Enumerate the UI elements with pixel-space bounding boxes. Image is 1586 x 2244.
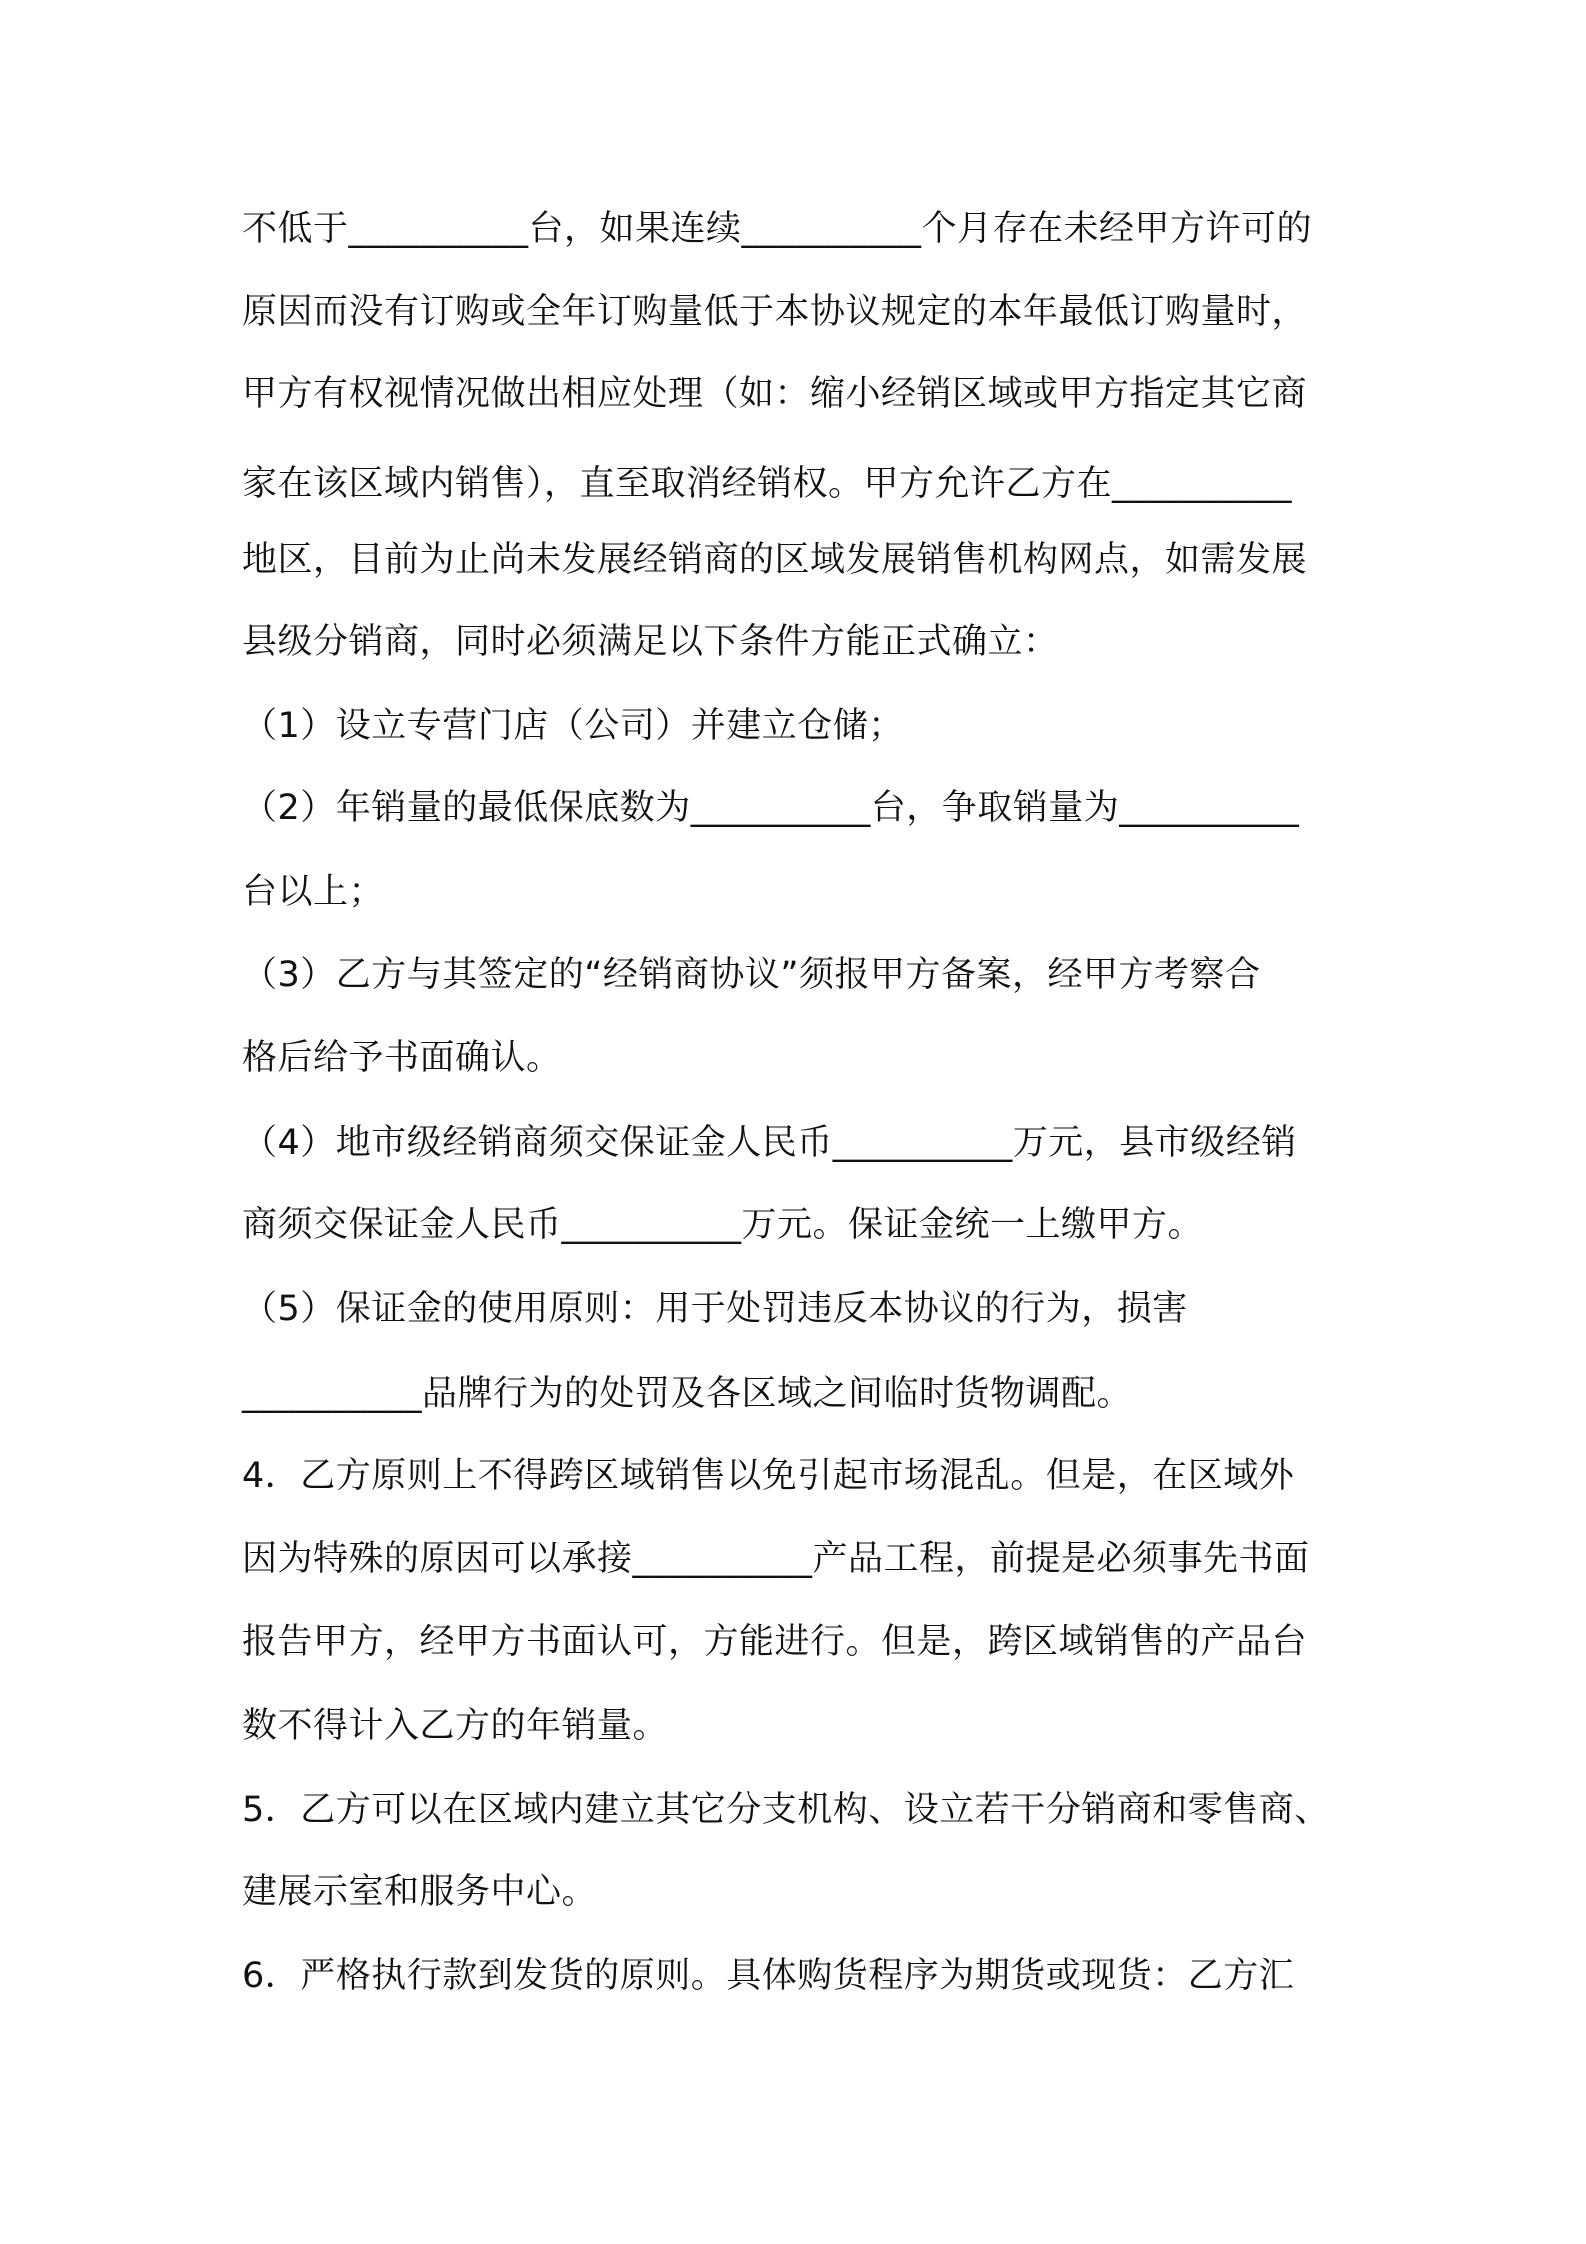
text-line: 商须交保证金人民币__________万元。保证金统一上缴甲方。 [242, 1205, 1204, 1245]
text-line: 4．乙方原则上不得跨区域销售以免引起市场混乱。但是，在区域外 [242, 1456, 1295, 1496]
text-line: 6．严格执行款到发货的原则。具体购货程序为期货或现货：乙方汇 [242, 1956, 1295, 1996]
text-line: 5．乙方可以在区域内建立其它分支机构、设立若干分销商和零售商、 [242, 1790, 1330, 1830]
text-line: （5）保证金的使用原则：用于处罚违反本协议的行为，损害 [242, 1289, 1188, 1329]
text-line: 建展示室和服务中心。 [242, 1872, 598, 1912]
text-line: 县级分销商，同时必须满足以下条件方能正式确立： [242, 622, 1059, 662]
text-line: 格后给予书面确认。 [242, 1038, 562, 1078]
text-line: （1）设立专营门店（公司）并建立仓储； [242, 706, 904, 746]
text-line: 家在该区域内销售），直至取消经销权。甲方允许乙方在__________ [242, 464, 1293, 504]
text-line: 数不得计入乙方的年销量。 [242, 1706, 669, 1746]
text-line: __________品牌行为的处罚及各区域之间临时货物调配。 [242, 1374, 1133, 1414]
text-line: （4）地市级经销商须交保证金人民币__________万元，县市级经销 [242, 1123, 1297, 1163]
text-line: 报告甲方，经甲方书面认可，方能进行。但是，跨区域销售的产品台 [242, 1622, 1308, 1662]
text-line: 甲方有权视情况做出相应处理（如：缩小经销区域或甲方指定其它商 [242, 374, 1308, 414]
text-line: 原因而没有订购或全年订购量低于本协议规定的本年最低订购量时， [242, 292, 1308, 332]
text-line: （3）乙方与其签定的“经销商协议”须报甲方备案，经甲方考察合 [242, 955, 1261, 995]
text-line: 地区，目前为止尚未发展经销商的区域发展销售机构网点，如需发展 [242, 540, 1308, 580]
text-line: （2）年销量的最低保底数为__________台，争取销量为__________ [242, 788, 1300, 828]
text-line: 台以上； [242, 872, 385, 912]
text-line: 不低于__________台，如果连续__________个月存在未经甲方许可的 [242, 209, 1313, 249]
text-line: 因为特殊的原因可以承接__________产品工程，前提是必须事先书面 [242, 1539, 1310, 1579]
